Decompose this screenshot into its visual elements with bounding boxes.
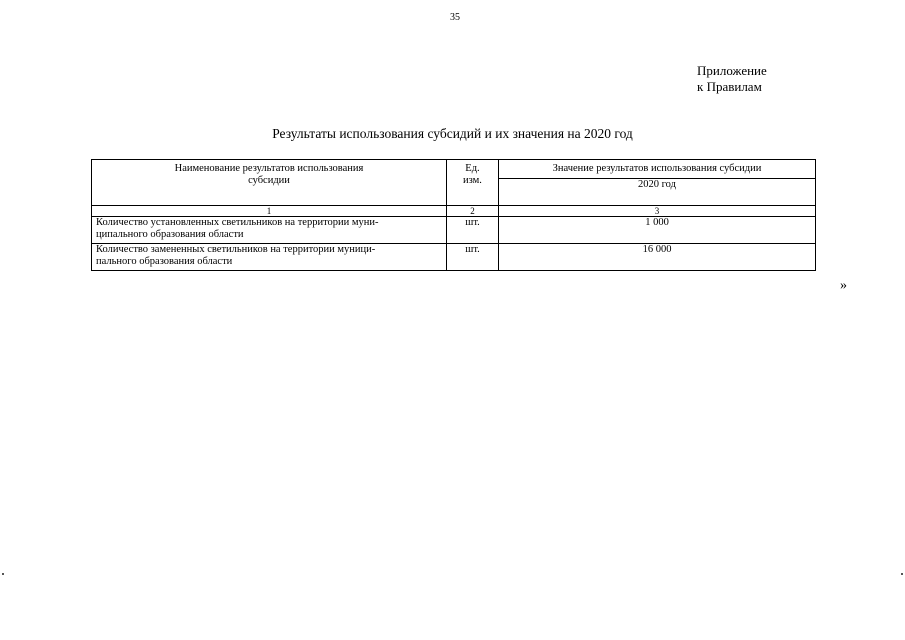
row-name-line-2: ципального образования области xyxy=(96,229,244,240)
column-number: 1 xyxy=(92,206,447,217)
column-number-row xyxy=(92,206,816,217)
header-name-line-1: Наименование результатов использования xyxy=(174,163,364,174)
table-row xyxy=(92,244,816,271)
document-title: Результаты использования субсидий и их значения на 2020 год xyxy=(272,126,633,141)
header-unit-line-1: Ед. xyxy=(465,163,480,174)
header-unit-cell xyxy=(447,160,499,206)
appendix-line-2: к Правилам xyxy=(697,79,762,94)
row-value-cell: 1 000 xyxy=(499,217,816,244)
row-unit-cell: шт. xyxy=(447,217,499,244)
results-table xyxy=(91,159,816,271)
appendix-note xyxy=(697,63,767,95)
header-year-cell: 2020 год xyxy=(499,179,816,206)
table-header-row xyxy=(92,160,816,179)
header-name-line-2: субсидии xyxy=(248,175,290,186)
scan-edge-mark-left xyxy=(2,573,4,575)
row-value-cell: 16 000 xyxy=(499,244,816,271)
scan-edge-mark-right xyxy=(901,573,903,575)
row-unit-cell: шт. xyxy=(447,244,499,271)
header-unit-line-2: изм. xyxy=(463,175,482,186)
table-row xyxy=(92,217,816,244)
row-name-line-1: Количество замененных светильников на территории муници- xyxy=(96,244,376,255)
column-number: 2 xyxy=(447,206,499,217)
header-name-cell xyxy=(92,160,447,206)
closing-quote-mark: » xyxy=(840,278,847,293)
row-name-line-1: Количество установленных светильников на территории муни- xyxy=(96,217,379,228)
column-number: 3 xyxy=(499,206,816,217)
row-name-line-2: пального образования области xyxy=(96,256,233,267)
row-name-cell xyxy=(92,217,447,244)
row-name-cell xyxy=(92,244,447,271)
page-number: 35 xyxy=(450,12,460,23)
appendix-line-1: Приложение xyxy=(697,63,767,78)
header-value-cell: Значение результатов использования субсидии xyxy=(499,160,816,179)
